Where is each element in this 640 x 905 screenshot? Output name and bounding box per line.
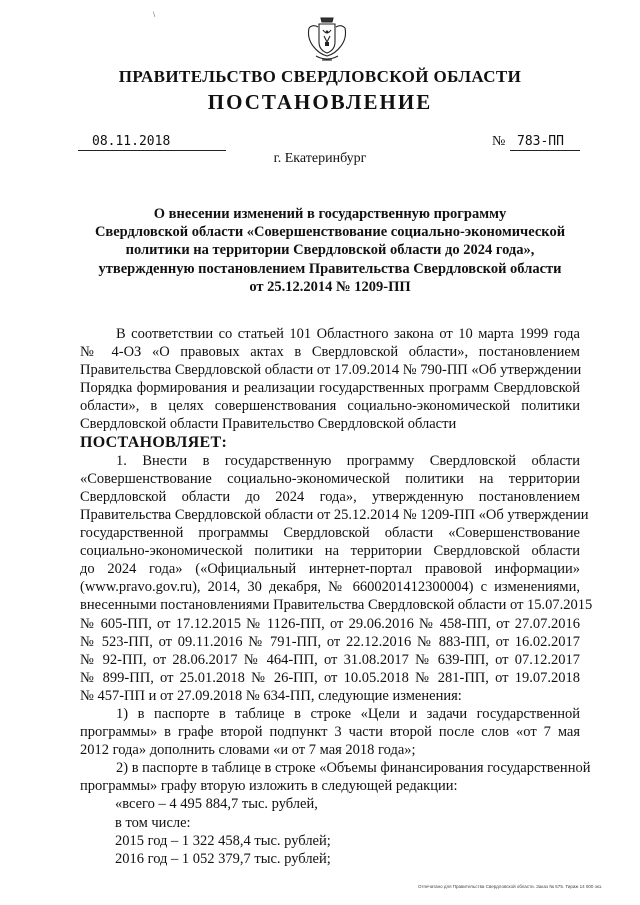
preamble-line: области», в целях совершенствования социально-экономической политики (80, 398, 580, 415)
preamble-line: № 4-ОЗ «О правовых актах в Свердловской области», постановлением (80, 344, 580, 361)
preamble-line: Правительства Свердловской области от 17.09.2014 № 790-ПП «Об утверждении (80, 362, 582, 379)
document-type: ПОСТАНОВЛЕНИЕ (207, 90, 433, 114)
item1-line: 1. Внести в государственную программу Свердловской области (116, 452, 580, 469)
amount-line: 2015 год – 1 322 458,4 тыс. рублей; (115, 832, 331, 849)
item1-line: «Совершенствование социально-экономической политики на территории (80, 470, 580, 487)
preamble (80, 325, 593, 868)
scan-mark: \ (153, 10, 156, 19)
amount-line: 2016 год – 1 052 379,7 тыс. рублей; (115, 850, 331, 867)
government-title: ПРАВИТЕЛЬСТВО СВЕРДЛОВСКОЙ ОБЛАСТИ (118, 67, 522, 86)
document-date: 08.11.2018 (78, 134, 226, 151)
item1-line: социально-экономической политики на территории Свердловской области (80, 543, 580, 560)
item1-line: № 899-ПП, от 25.01.2018 № 26-ПП, от 10.05.2018 № 281-ПП, от 19.07.2018 (80, 669, 580, 686)
subject-line: О внесении изменений в государственную программу (153, 206, 507, 222)
item1-line: № 92-ПП, от 28.06.2017 № 464-ПП, от 31.08.2017 № 639-ПП, от 07.12.2017 (80, 651, 580, 668)
subject-line: Свердловской области «Совершенствование социально-экономической (94, 224, 566, 241)
preamble-line: В соответствии со статьей 101 Областного закона от 10 марта 1999 года (116, 326, 580, 342)
sub1-line: 1) в паспорте в таблице в строке «Цели и задачи государственной (116, 705, 580, 722)
item1-line: государственной программы Свердловской области «Совершенствование (80, 525, 580, 542)
preamble-line: Порядка формирования и реализации государственных программ Свердловской (80, 380, 580, 397)
item1-line: (www.pravo.gov.ru), 2014, 30 декабря, № 6600201412300004) с изменениями, (80, 579, 580, 596)
document-number: 783-ПП (510, 134, 580, 151)
sub1-line: 2012 года» дополнить словами «и от 7 мая 2018 года»; (80, 742, 416, 759)
preamble-line: Свердловской области Правительство Свердловской области (80, 416, 457, 433)
item1-line: № 523-ПП, от 09.11.2016 № 791-ПП, от 22.12.2016 № 883-ПП, от 16.02.2017 (80, 633, 580, 650)
item1-line: № 457-ПП и от 27.09.2018 № 634-ПП, следующие изменения: (80, 687, 462, 704)
document-subject (80, 205, 580, 296)
subject-line: от 25.12.2014 № 1209-ПП (249, 278, 411, 295)
item1-line: до 2024 года» («Официальный интернет-портал правовой информации» (80, 561, 580, 578)
subject-line: политики на территории Свердловской области до 2024 года», (125, 242, 535, 259)
item1-line: Свердловской области до 2024 года», утвержденную постановлением (80, 488, 580, 505)
item1-line: Правительства Свердловской области от 25.12.2014 № 1209-ПП «Об утверждении (80, 506, 589, 523)
sub2-line: 2) в паспорте в таблице в строке «Объемы финансирования государственной (116, 760, 591, 777)
item1-line: № 605-ПП, от 17.12.2015 № 1126-ПП, от 29.06.2016 № 458-ПП, от 27.07.2016 (80, 615, 580, 632)
print-footer: Отпечатано для Правительства Свердловской области. Заказ № 575. Тираж 14 000 экз. (418, 884, 603, 889)
subject-line: утвержденную постановлением Правительства Свердловской области (98, 260, 562, 277)
decree-word: ПОСТАНОВЛЯЕТ: (80, 433, 228, 451)
amount-line: «всего – 4 495 884,7 тыс. рублей, (115, 796, 318, 813)
sub1-line: программы» в графе второй подпункт 3 части второй после слов «от 7 мая (80, 724, 580, 741)
city: г. Екатеринбург (273, 151, 367, 166)
sub2-line: программы» графу вторую изложить в следующей редакции: (80, 778, 458, 795)
item1-line: внесенными постановлениями Правительства Свердловской области от 15.07.2015 (80, 597, 593, 614)
coat-of-arms-icon (304, 14, 350, 64)
amount-line: в том числе: (115, 814, 191, 831)
number-label: № (492, 134, 506, 149)
